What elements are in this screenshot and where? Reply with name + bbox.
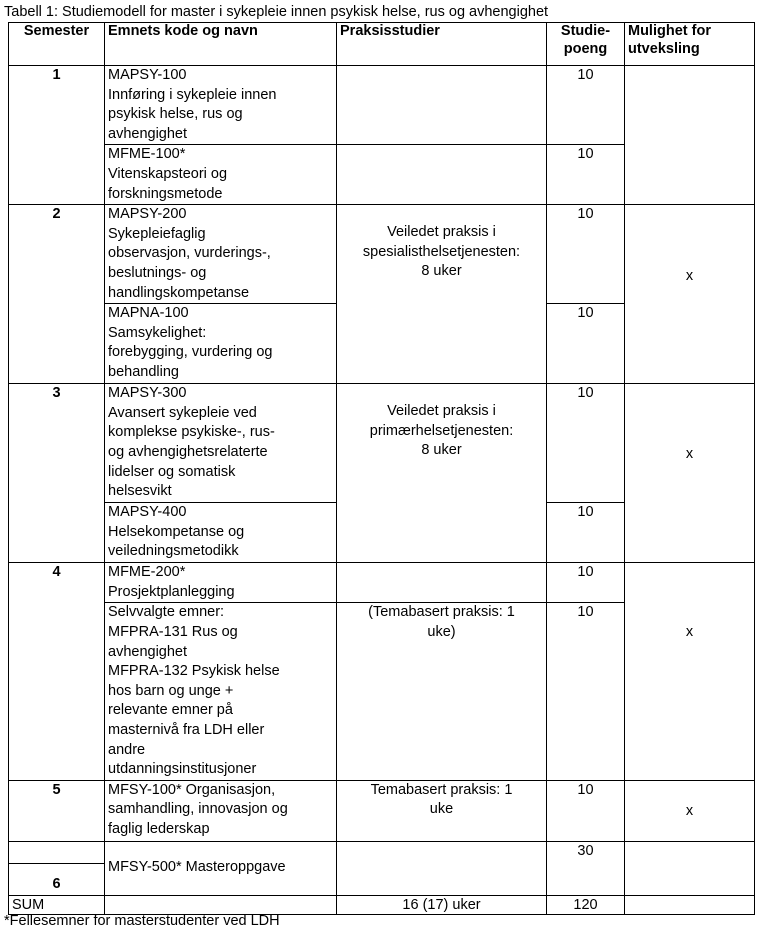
course-line: Samsykelighet:	[108, 324, 207, 341]
course-line: beslutnings- og	[108, 264, 207, 281]
course-line: psykisk helse, rus og	[108, 106, 243, 123]
course-line: samhandling, innovasjon og	[108, 801, 288, 818]
sum-exchange-cell	[625, 895, 755, 914]
practice-line: uke)	[427, 623, 456, 640]
course-line: forskningsmetode	[108, 185, 223, 202]
table-row	[9, 780, 755, 841]
table-row	[9, 563, 755, 603]
header-exchange	[625, 23, 755, 66]
credits-cell: 10	[547, 145, 625, 205]
header-credits-line: poeng	[563, 40, 608, 57]
sum-credits: 120	[547, 895, 625, 914]
course-line: hos barn og unge +	[108, 682, 234, 699]
header-credits	[547, 23, 625, 66]
course-line: MAPSY-400	[108, 504, 187, 521]
footnote: *Fellesemner for masterstudenter ved LDH	[4, 913, 280, 929]
course-cell	[105, 304, 337, 384]
course-cell	[105, 145, 337, 205]
course-line: MFME-200*	[108, 564, 186, 581]
exchange-cell: x	[625, 205, 755, 384]
table-row	[9, 205, 755, 304]
sum-course-cell	[105, 895, 337, 914]
exchange-cell: x	[625, 384, 755, 563]
credits-cell: 10	[547, 205, 625, 304]
course-line: Prosjektplanlegging	[108, 583, 235, 600]
course-line: MFSY-100* Organisasjon,	[108, 781, 276, 798]
exchange-cell	[625, 841, 755, 895]
course-line: Vitenskapsteori og	[108, 165, 228, 182]
course-cell	[105, 205, 337, 304]
practice-line: primærhelsetjenesten:	[369, 422, 514, 439]
course-line: observasjon, vurderings-,	[108, 245, 271, 262]
practice-line: Veiledet praksis i	[387, 403, 496, 420]
credits-cell: 10	[547, 503, 625, 563]
practice-cell	[337, 145, 547, 205]
header-course: Emnets kode og navn	[105, 23, 337, 66]
practice-line: Veiledet praksis i	[387, 224, 496, 241]
practice-cell	[337, 603, 547, 780]
practice-cell	[337, 205, 547, 384]
course-line: Innføring i sykepleie innen	[108, 86, 277, 103]
semester-cell: 5	[9, 780, 105, 841]
practice-line: Temabasert praksis: 1	[370, 781, 513, 798]
semester-cell: 4	[9, 563, 105, 781]
credits-cell: 10	[547, 563, 625, 603]
header-row	[9, 23, 755, 66]
table-caption: Tabell 1: Studiemodell for master i sykepleie innen psykisk helse, rus og avhengighet	[4, 4, 549, 20]
course-cell	[105, 503, 337, 563]
practice-cell	[337, 66, 547, 145]
header-semester: Semester	[9, 23, 105, 66]
course-line: avhengighet	[108, 125, 188, 142]
course-cell	[105, 780, 337, 841]
course-line: faglig lederskap	[108, 820, 210, 837]
course-line: relevante emner på	[108, 702, 233, 719]
course-line: komplekse psykiske-, rus-	[108, 424, 275, 441]
practice-line: 8 uker	[421, 263, 462, 280]
course-cell: MFSY-500* Masteroppgave	[105, 841, 337, 895]
practice-cell	[337, 780, 547, 841]
sum-label: SUM	[9, 895, 105, 914]
semester-cell-blank	[9, 841, 105, 863]
course-line: og avhengighetsrelaterte	[108, 443, 268, 460]
course-line: handlingskompetanse	[108, 284, 250, 301]
course-line: utdanningsinstitusjoner	[108, 761, 257, 778]
table-row	[9, 841, 755, 863]
course-line: helsesvikt	[108, 483, 172, 500]
course-line: avhengighet	[108, 643, 188, 660]
practice-cell	[337, 563, 547, 603]
course-line: MFME-100*	[108, 146, 186, 163]
course-line: Avansert sykepleie ved	[108, 404, 257, 421]
header-exchange-line: utveksling	[628, 40, 700, 57]
course-line: Helsekompetanse og	[108, 523, 245, 540]
practice-line: uke	[429, 801, 454, 818]
course-line: MAPSY-300	[108, 385, 187, 402]
study-model-table	[8, 22, 755, 915]
course-line: MAPNA-100	[108, 305, 189, 322]
course-cell	[105, 66, 337, 145]
exchange-cell	[625, 66, 755, 205]
course-line: veiledningsmetodikk	[108, 543, 239, 560]
course-cell	[105, 603, 337, 780]
credits-cell: 10	[547, 304, 625, 384]
exchange-cell: x	[625, 563, 755, 781]
credits-cell: 10	[547, 384, 625, 503]
course-line: MAPSY-200	[108, 206, 187, 223]
credits-cell: 10	[547, 66, 625, 145]
credits-cell: 10	[547, 780, 625, 841]
credits-cell: 30	[547, 841, 625, 895]
semester-cell: 1	[9, 66, 105, 205]
course-line: andre	[108, 741, 146, 758]
course-cell	[105, 563, 337, 603]
course-line: MAPSY-100	[108, 67, 187, 83]
header-practice: Praksisstudier	[337, 23, 547, 66]
course-line: behandling	[108, 363, 179, 380]
course-line: Selvvalgte emner:	[108, 604, 225, 621]
practice-cell	[337, 384, 547, 563]
practice-line: spesialisthelsetjenesten:	[362, 243, 521, 260]
practice-line: 8 uker	[421, 442, 462, 459]
header-exchange-line: Mulighet for	[628, 23, 711, 39]
semester-cell: 3	[9, 384, 105, 563]
practice-line: (Temabasert praksis: 1	[368, 604, 515, 621]
semester-cell: 6	[9, 863, 105, 895]
semester-cell: 2	[9, 205, 105, 384]
exchange-cell: x	[625, 780, 755, 841]
course-line: Sykepleiefaglig	[108, 225, 206, 242]
table-row	[9, 66, 755, 145]
sum-practice: 16 (17) uker	[337, 895, 547, 914]
course-line: masternivå fra LDH eller	[108, 721, 265, 738]
practice-cell	[337, 841, 547, 895]
course-line: forebygging, vurdering og	[108, 344, 273, 361]
course-cell	[105, 384, 337, 503]
course-line: MFPRA-131 Rus og	[108, 623, 238, 640]
credits-cell: 10	[547, 603, 625, 780]
header-credits-line: Studie-	[560, 23, 611, 39]
table-row	[9, 384, 755, 503]
sum-row	[9, 895, 755, 914]
course-line: MFPRA-132 Psykisk helse	[108, 663, 280, 680]
course-line: lidelser og somatisk	[108, 463, 236, 480]
